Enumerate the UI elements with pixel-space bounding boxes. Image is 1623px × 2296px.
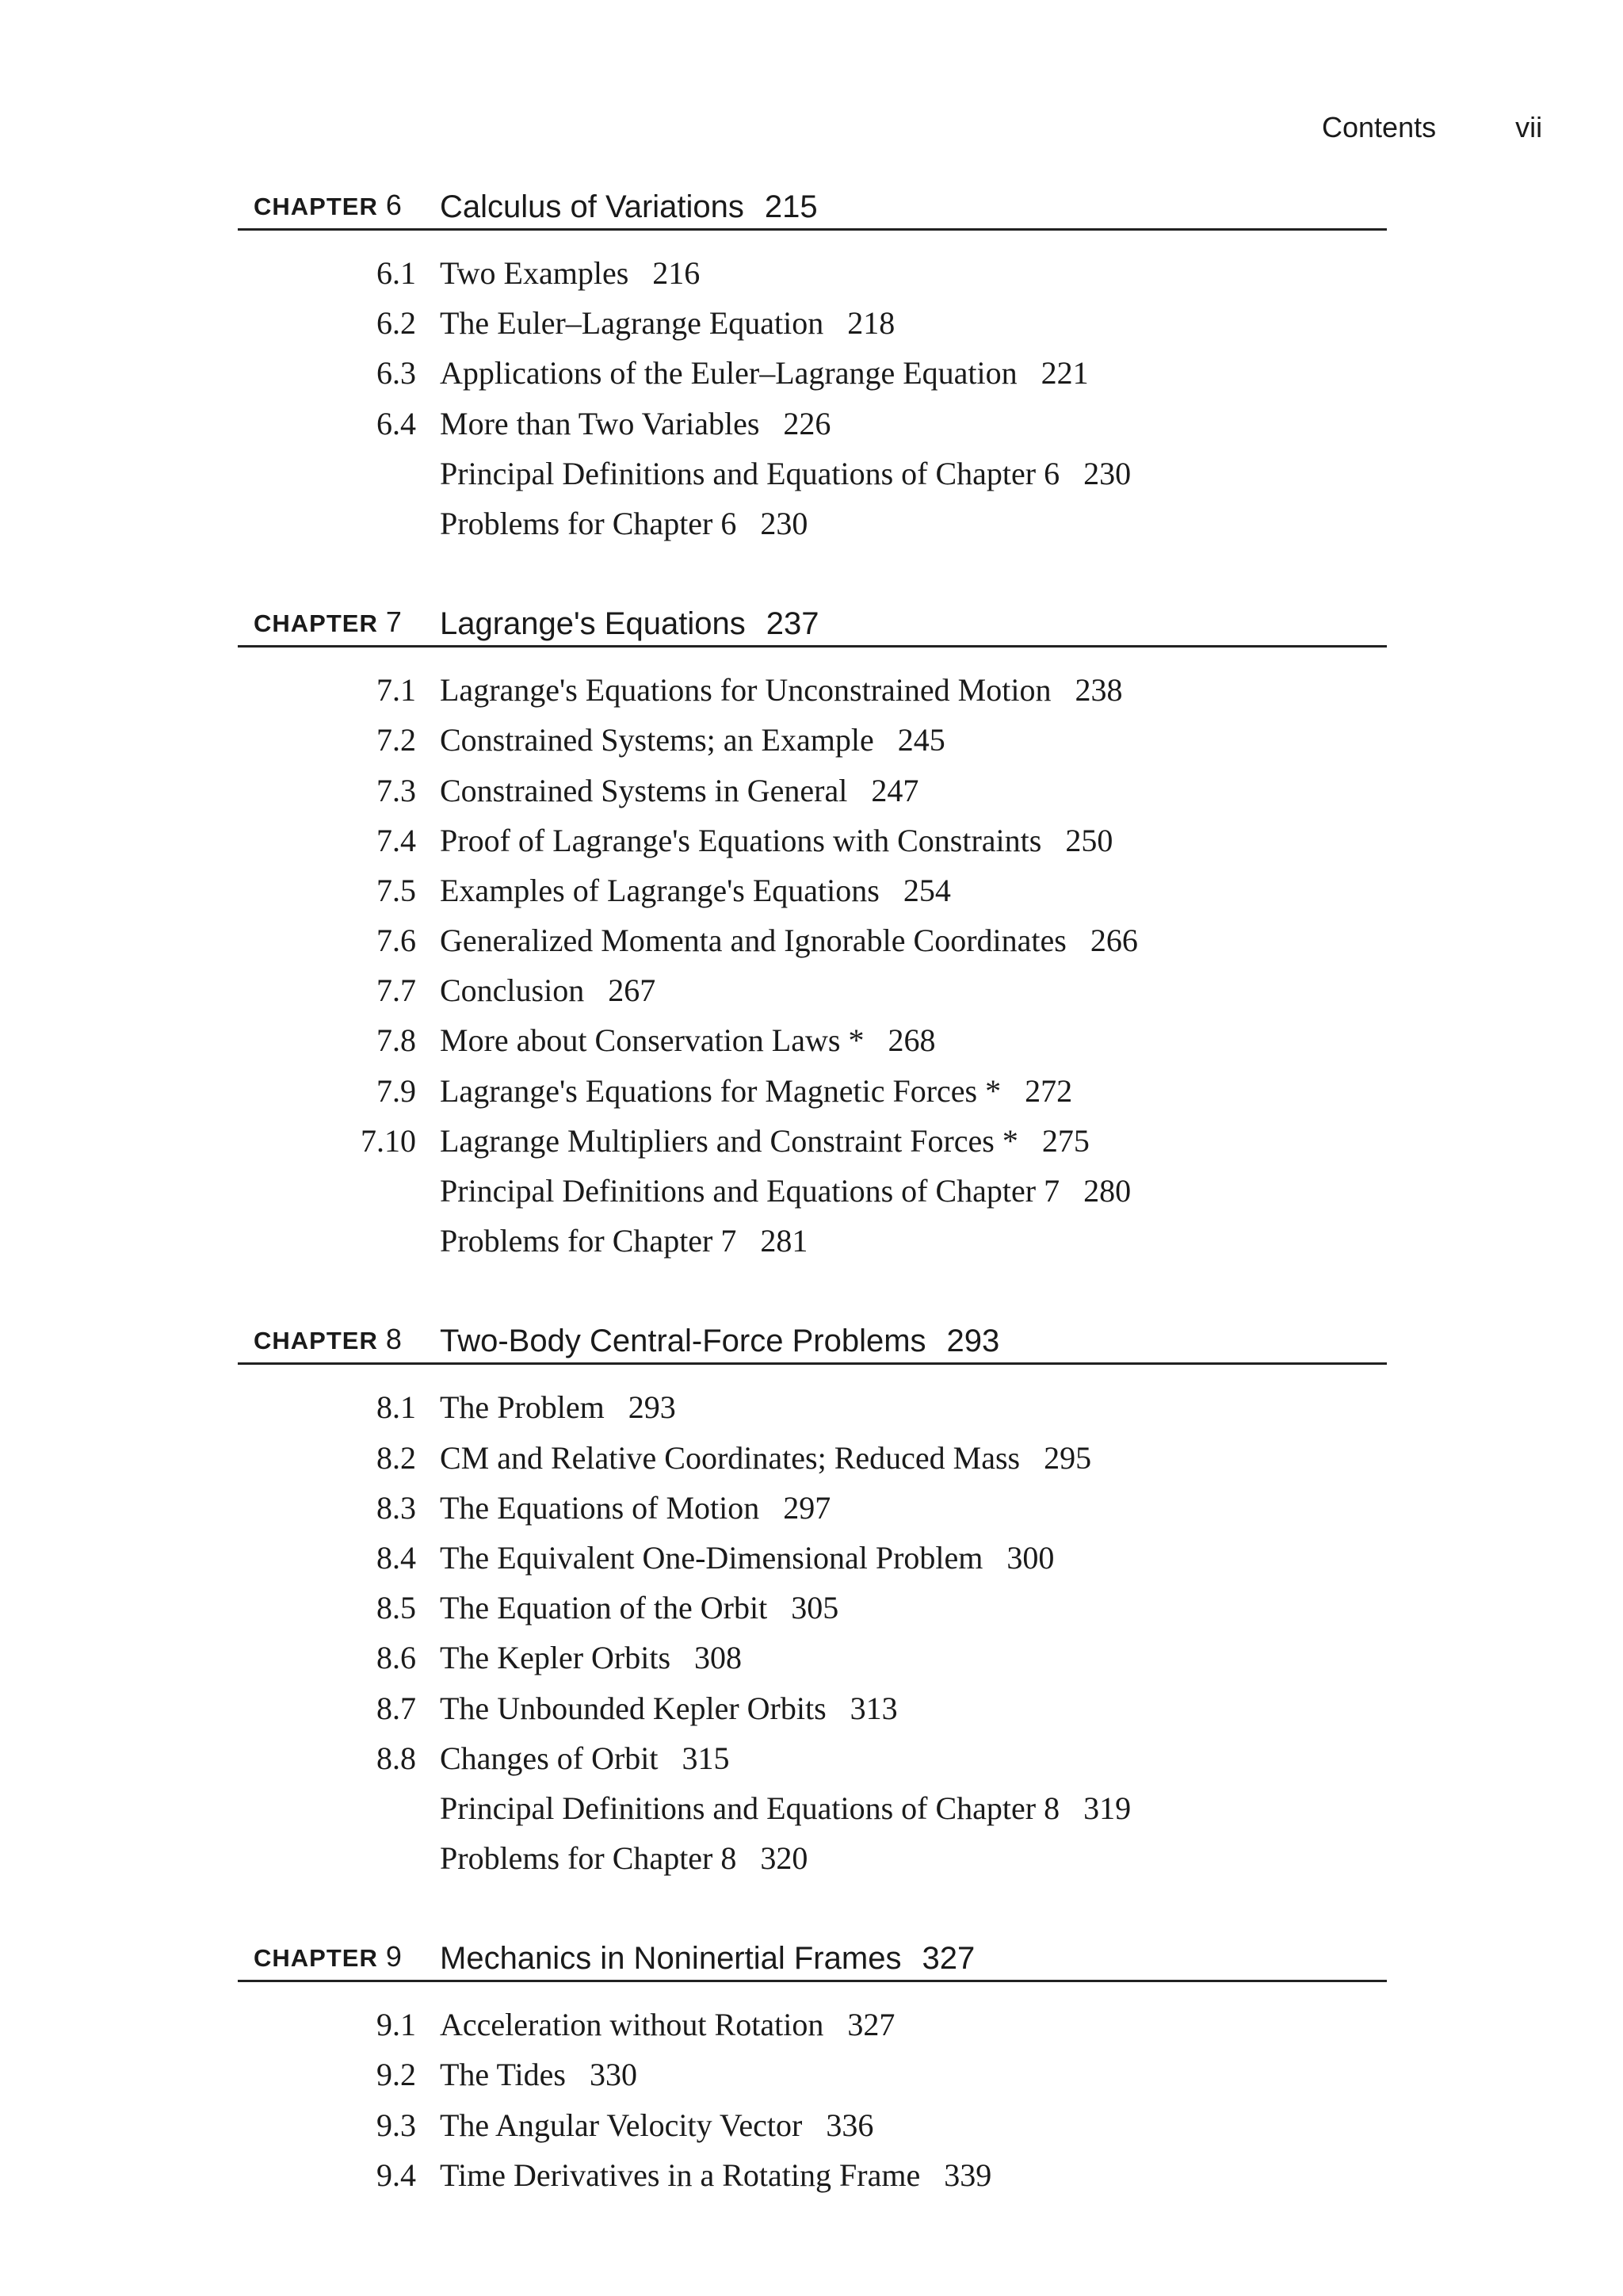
toc-entry bbox=[238, 1833, 1387, 1883]
chapter-page-number: 327 bbox=[922, 1941, 976, 1977]
section-page-number: 305 bbox=[791, 1590, 839, 1626]
section-page-number: 218 bbox=[847, 305, 896, 342]
section-list bbox=[238, 248, 1387, 548]
chapter-title-text: Two-Body Central-Force Problems bbox=[440, 1324, 926, 1359]
section-page-number: 247 bbox=[871, 772, 919, 808]
section-entry bbox=[440, 2100, 873, 2150]
toc-entry bbox=[238, 1483, 1387, 1533]
section-number: 7.8 bbox=[376, 1022, 416, 1059]
section-entry bbox=[440, 298, 895, 348]
toc-entry bbox=[238, 348, 1387, 398]
chapter-label bbox=[254, 1940, 402, 1973]
chapter-page-number: 293 bbox=[946, 1324, 1000, 1359]
section-number: 7.1 bbox=[376, 672, 416, 709]
chapter-label bbox=[254, 1323, 402, 1356]
section-page-number: 272 bbox=[1025, 1072, 1073, 1109]
toc-entry bbox=[238, 2050, 1387, 2099]
chapter-block bbox=[238, 1935, 1387, 2200]
chapter-title-text: Calculus of Variations bbox=[440, 189, 744, 224]
section-page-number: 250 bbox=[1065, 822, 1113, 858]
toc-entry bbox=[238, 965, 1387, 1015]
section-page-number: 297 bbox=[783, 1489, 831, 1526]
section-entry bbox=[440, 1533, 1054, 1583]
section-title: Changes of Orbit bbox=[440, 1740, 659, 1776]
section-title: The Tides bbox=[440, 2057, 566, 2093]
toc-entry bbox=[238, 1015, 1387, 1065]
section-page-number: 230 bbox=[1083, 455, 1132, 491]
chapter-label bbox=[254, 606, 402, 639]
section-number: 7.10 bbox=[361, 1122, 416, 1159]
section-entry bbox=[440, 399, 831, 449]
section-list bbox=[238, 1382, 1387, 1883]
chapter-block bbox=[238, 184, 1387, 548]
chapter-title bbox=[440, 1941, 975, 1977]
section-page-number: 300 bbox=[1006, 1539, 1055, 1576]
toc-entry bbox=[238, 1783, 1387, 1833]
section-list bbox=[238, 2000, 1387, 2200]
section-title: Examples of Lagrange's Equations bbox=[440, 872, 880, 908]
toc-entry bbox=[238, 298, 1387, 348]
section-page-number: 281 bbox=[760, 1223, 808, 1259]
section-page-number: 308 bbox=[694, 1640, 743, 1676]
chapter-title-text: Lagrange's Equations bbox=[440, 606, 746, 642]
section-number: 7.9 bbox=[376, 1072, 416, 1109]
section-page-number: 230 bbox=[760, 505, 808, 541]
section-title: Conclusion bbox=[440, 972, 585, 1009]
section-number: 7.6 bbox=[376, 923, 416, 959]
section-page-number: 293 bbox=[628, 1389, 676, 1426]
chapter-label bbox=[254, 189, 402, 222]
section-entry bbox=[440, 816, 1113, 865]
running-head-page-number: vii bbox=[1515, 111, 1543, 143]
chapter-word: CHAPTER bbox=[254, 1327, 378, 1355]
section-number: 6.1 bbox=[376, 255, 416, 291]
section-title: Generalized Momenta and Ignorable Coordinates bbox=[440, 923, 1067, 959]
section-page-number: 295 bbox=[1044, 1439, 1092, 1476]
section-entry bbox=[440, 1783, 1131, 1833]
section-entry bbox=[440, 915, 1138, 965]
section-entry bbox=[440, 1733, 730, 1783]
section-entry bbox=[440, 1216, 808, 1266]
section-entry bbox=[440, 499, 808, 548]
chapter-title-text: Mechanics in Noninertial Frames bbox=[440, 1941, 902, 1977]
section-number: 7.7 bbox=[376, 972, 416, 1009]
toc-entry bbox=[238, 2100, 1387, 2150]
toc-entry bbox=[238, 865, 1387, 915]
section-page-number: 216 bbox=[652, 255, 701, 291]
toc-entry bbox=[238, 1433, 1387, 1483]
section-number: 7.3 bbox=[376, 772, 416, 808]
chapter-block bbox=[238, 1318, 1387, 1883]
chapter-title bbox=[440, 606, 819, 642]
section-entry bbox=[440, 2050, 637, 2099]
section-title: Problems for Chapter 7 bbox=[440, 1223, 737, 1259]
section-number: 6.2 bbox=[376, 305, 416, 342]
toc-entry bbox=[238, 449, 1387, 499]
toc-entry bbox=[238, 915, 1387, 965]
chapter-heading bbox=[238, 1935, 1387, 1982]
toc-entry bbox=[238, 665, 1387, 715]
toc-entry bbox=[238, 2150, 1387, 2200]
toc-entry bbox=[238, 248, 1387, 298]
toc-entry bbox=[238, 1382, 1387, 1432]
section-title: The Equations of Motion bbox=[440, 1489, 760, 1526]
section-page-number: 327 bbox=[847, 2007, 896, 2043]
section-title: Two Examples bbox=[440, 255, 629, 291]
section-title: Time Derivatives in a Rotating Frame bbox=[440, 2157, 921, 2193]
chapter-number: 7 bbox=[385, 606, 402, 639]
toc-entry bbox=[238, 1533, 1387, 1583]
toc-entry bbox=[238, 1633, 1387, 1683]
section-entry bbox=[440, 348, 1089, 398]
section-entry bbox=[440, 1382, 676, 1432]
section-title: The Unbounded Kepler Orbits bbox=[440, 1690, 827, 1726]
section-entry bbox=[440, 1166, 1131, 1216]
chapter-heading bbox=[238, 601, 1387, 648]
section-title: Lagrange's Equations for Unconstrained Motion bbox=[440, 672, 1052, 709]
section-page-number: 319 bbox=[1083, 1790, 1132, 1826]
section-title: Proof of Lagrange's Equations with Constraints bbox=[440, 822, 1042, 858]
chapter-word: CHAPTER bbox=[254, 609, 378, 638]
section-number: 8.5 bbox=[376, 1590, 416, 1626]
section-number: 7.4 bbox=[376, 822, 416, 858]
toc-entry bbox=[238, 1116, 1387, 1166]
chapter-number: 8 bbox=[385, 1323, 402, 1356]
section-entry bbox=[440, 1683, 898, 1733]
section-title: Constrained Systems in General bbox=[440, 772, 848, 808]
section-entry bbox=[440, 1015, 935, 1065]
section-number: 8.1 bbox=[376, 1389, 416, 1426]
section-number: 7.2 bbox=[376, 722, 416, 758]
section-page-number: 275 bbox=[1041, 1122, 1090, 1159]
toc-entry bbox=[238, 499, 1387, 548]
section-title: Lagrange's Equations for Magnetic Forces * bbox=[440, 1072, 1002, 1109]
section-page-number: 254 bbox=[903, 872, 951, 908]
section-number: 6.3 bbox=[376, 355, 416, 392]
section-title: Acceleration without Rotation bbox=[440, 2007, 824, 2043]
section-entry bbox=[440, 965, 655, 1015]
section-number: 9.3 bbox=[376, 2107, 416, 2143]
section-entry bbox=[440, 2000, 895, 2050]
table-of-contents bbox=[238, 184, 1387, 2252]
section-page-number: 238 bbox=[1075, 672, 1123, 709]
chapter-title bbox=[440, 189, 818, 225]
section-page-number: 268 bbox=[888, 1022, 936, 1059]
section-number: 7.5 bbox=[376, 872, 416, 908]
chapter-block bbox=[238, 601, 1387, 1266]
chapter-word: CHAPTER bbox=[254, 193, 378, 220]
section-entry bbox=[440, 715, 945, 765]
section-number: 9.4 bbox=[376, 2157, 416, 2193]
section-title: Problems for Chapter 6 bbox=[440, 505, 737, 541]
section-page-number: 266 bbox=[1090, 923, 1138, 959]
section-number: 9.2 bbox=[376, 2057, 416, 2093]
section-entry bbox=[440, 1433, 1091, 1483]
section-number: 9.1 bbox=[376, 2007, 416, 2043]
toc-entry bbox=[238, 2000, 1387, 2050]
section-title: Constrained Systems; an Example bbox=[440, 722, 874, 758]
section-number: 8.3 bbox=[376, 1489, 416, 1526]
section-page-number: 315 bbox=[682, 1740, 730, 1776]
section-page-number: 221 bbox=[1041, 355, 1089, 392]
section-entry bbox=[440, 1833, 808, 1883]
chapter-heading bbox=[238, 1318, 1387, 1365]
section-page-number: 226 bbox=[783, 405, 831, 441]
section-entry bbox=[440, 766, 918, 816]
section-title: Principal Definitions and Equations of Chapter 8 bbox=[440, 1790, 1060, 1826]
section-title: More than Two Variables bbox=[440, 405, 760, 441]
chapter-title bbox=[440, 1324, 999, 1359]
section-title: The Equation of the Orbit bbox=[440, 1590, 768, 1626]
section-title: The Angular Velocity Vector bbox=[440, 2107, 803, 2143]
section-title: Lagrange Multipliers and Constraint Forces * bbox=[440, 1122, 1018, 1159]
chapter-word: CHAPTER bbox=[254, 1944, 378, 1973]
chapter-page-number: 215 bbox=[764, 189, 818, 224]
section-entry bbox=[440, 449, 1131, 499]
chapter-page-number: 237 bbox=[766, 606, 819, 642]
section-page-number: 339 bbox=[944, 2157, 992, 2193]
section-entry bbox=[440, 1583, 838, 1633]
running-head bbox=[1322, 111, 1542, 144]
section-title: The Equivalent One-Dimensional Problem bbox=[440, 1539, 983, 1576]
section-title: CM and Relative Coordinates; Reduced Mass bbox=[440, 1439, 1021, 1476]
section-title: Principal Definitions and Equations of Chapter 6 bbox=[440, 455, 1060, 491]
section-page-number: 336 bbox=[826, 2107, 874, 2143]
section-title: Principal Definitions and Equations of Chapter 7 bbox=[440, 1173, 1060, 1209]
section-page-number: 267 bbox=[608, 972, 656, 1009]
section-entry bbox=[440, 1116, 1090, 1166]
section-number: 8.4 bbox=[376, 1539, 416, 1576]
toc-entry bbox=[238, 1216, 1387, 1266]
toc-entry bbox=[238, 1066, 1387, 1116]
section-page-number: 313 bbox=[850, 1690, 898, 1726]
section-entry bbox=[440, 665, 1122, 715]
chapter-heading bbox=[238, 184, 1387, 231]
chapter-number: 9 bbox=[385, 1940, 402, 1973]
chapter-number: 6 bbox=[385, 189, 402, 221]
toc-entry bbox=[238, 399, 1387, 449]
section-page-number: 280 bbox=[1083, 1173, 1132, 1209]
toc-entry bbox=[238, 1583, 1387, 1633]
toc-entry bbox=[238, 1166, 1387, 1216]
toc-entry bbox=[238, 715, 1387, 765]
section-list bbox=[238, 665, 1387, 1266]
toc-entry bbox=[238, 1733, 1387, 1783]
section-title: More about Conservation Laws * bbox=[440, 1022, 865, 1059]
section-page-number: 245 bbox=[897, 722, 945, 758]
section-title: The Euler–Lagrange Equation bbox=[440, 305, 824, 342]
section-number: 8.8 bbox=[376, 1740, 416, 1776]
section-entry bbox=[440, 1066, 1072, 1116]
running-head-title: Contents bbox=[1322, 111, 1437, 143]
section-title: The Problem bbox=[440, 1389, 605, 1426]
section-title: Applications of the Euler–Lagrange Equation bbox=[440, 355, 1018, 392]
toc-entry bbox=[238, 1683, 1387, 1733]
toc-entry bbox=[238, 816, 1387, 865]
section-entry bbox=[440, 248, 700, 298]
section-entry bbox=[440, 1483, 831, 1533]
section-number: 8.6 bbox=[376, 1640, 416, 1676]
section-number: 6.4 bbox=[376, 405, 416, 441]
toc-entry bbox=[238, 766, 1387, 816]
section-title: Problems for Chapter 8 bbox=[440, 1840, 737, 1877]
section-entry bbox=[440, 1633, 742, 1683]
section-title: The Kepler Orbits bbox=[440, 1640, 671, 1676]
section-page-number: 320 bbox=[760, 1840, 808, 1877]
section-number: 8.2 bbox=[376, 1439, 416, 1476]
section-page-number: 330 bbox=[589, 2057, 637, 2093]
section-entry bbox=[440, 865, 951, 915]
section-entry bbox=[440, 2150, 991, 2200]
section-number: 8.7 bbox=[376, 1690, 416, 1726]
